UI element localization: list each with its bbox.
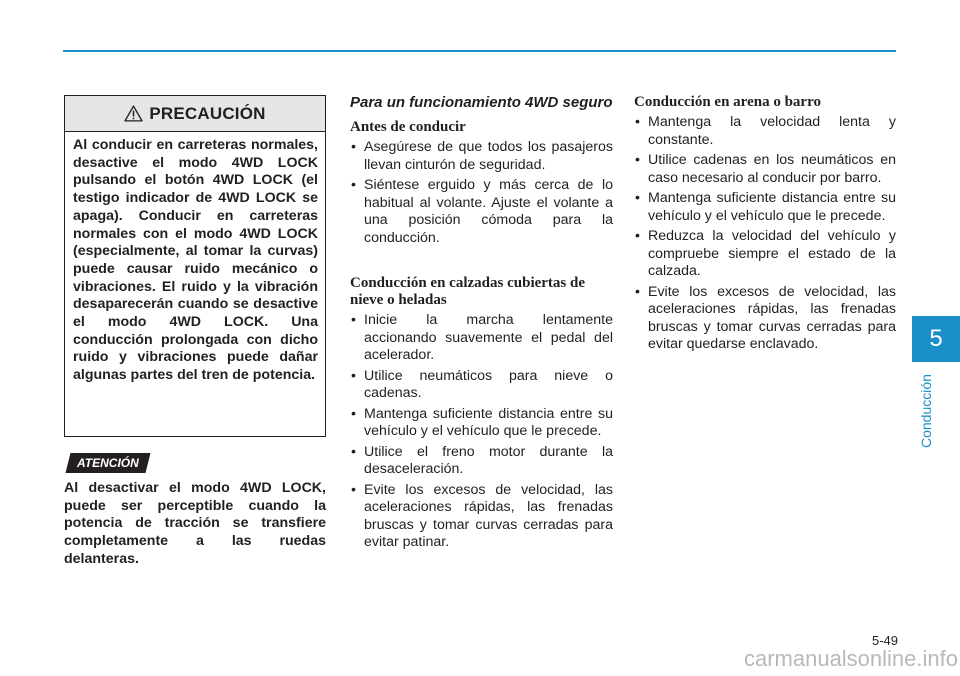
list-item: • Reduzca la velocidad del vehículo y compruebe siempre el estado de la calzada. xyxy=(634,228,896,281)
list-item: • Evite los excesos de velocidad, las aceleraciones rápidas, las frenadas bruscas y tomar curvas cerradas para evitar patinar. xyxy=(350,482,613,552)
list-item: • Siéntese erguido y más cerca de lo habitual al volante. Ajuste el volante a una posición cómoda para la conducción. xyxy=(350,177,613,247)
list-item: • Utilice el freno motor durante la desaceleración. xyxy=(350,444,613,479)
bullet-list-before-driving xyxy=(350,139,613,247)
list-item: • Utilice neumáticos para nieve o cadenas. xyxy=(350,368,613,403)
atencion-badge-label: ATENCIÓN xyxy=(77,456,139,470)
caution-text: Al conducir en carreteras normales, desactive el modo 4WD LOCK pulsando el botón 4WD LOCK (el testigo indicador de 4WD LOCK se apaga). Conducir en carreteras normales con el modo 4WD LOCK (especialmente, al tomar la curvas) puede causar ruido mecánico o vibraciones. El ruido y la vibración desaparecerán cuando se desactive el modo 4WD LOCK. Una conducción prolongada con dicho ruido y vibraciones puede dañar algunas partes del tren de potencia. xyxy=(73,137,318,384)
atencion-text: Al desactivar el modo 4WD LOCK, puede ser perceptible cuando la potencia de tracción se transfiere completamente a las ruedas delanteras. xyxy=(64,480,326,567)
warning-triangle-icon xyxy=(124,105,143,122)
list-item: • Mantenga suficiente distancia entre su vehículo y el vehículo que le precede. xyxy=(634,190,896,225)
caution-header xyxy=(65,96,325,132)
page-number: 5-49 xyxy=(871,633,898,648)
bullet-list-sand-mud xyxy=(634,114,896,354)
list-item: • Asegúrese de que todos los pasajeros llevan cinturón de seguridad. xyxy=(350,139,613,174)
subsection-title-snow-ice: Conducción en calzadas cubiertas de nieve o heladas xyxy=(350,275,586,308)
list-item: • Inicie la marcha lentamente accionando suavemente el pedal del acelerador. xyxy=(350,312,613,365)
caution-title: PRECAUCIÓN xyxy=(149,103,266,123)
caution-box xyxy=(64,95,326,437)
sand-mud-column xyxy=(634,94,896,357)
list-item: • Mantenga la velocidad lenta y constante. xyxy=(634,114,896,149)
subsection-title-sand-mud: Conducción en arena o barro xyxy=(634,94,821,110)
list-item: • Utilice cadenas en los neumáticos en caso necesario al conducir por barro. xyxy=(634,152,896,187)
list-item: • Evite los excesos de velocidad, las aceleraciones rápidas, las frenadas bruscas y tomar curvas cerradas para evitar quedarse enclavado. xyxy=(634,284,896,354)
list-item: • Mantenga suficiente distancia entre su vehículo y el vehículo que le precede. xyxy=(350,406,613,441)
chapter-tab[interactable] xyxy=(912,316,960,362)
header-rule xyxy=(63,50,896,52)
watermark: carmanualsonline.info xyxy=(743,646,958,671)
bullet-list-snow-ice xyxy=(350,312,613,552)
section-title: Para un funcionamiento 4WD seguro xyxy=(350,94,613,111)
safe-4wd-column xyxy=(350,94,613,555)
chapter-label: Conducción xyxy=(918,374,934,448)
atencion-badge xyxy=(66,453,151,473)
subsection-title-before-driving: Antes de conducir xyxy=(350,119,466,135)
chapter-number: 5 xyxy=(929,325,943,352)
